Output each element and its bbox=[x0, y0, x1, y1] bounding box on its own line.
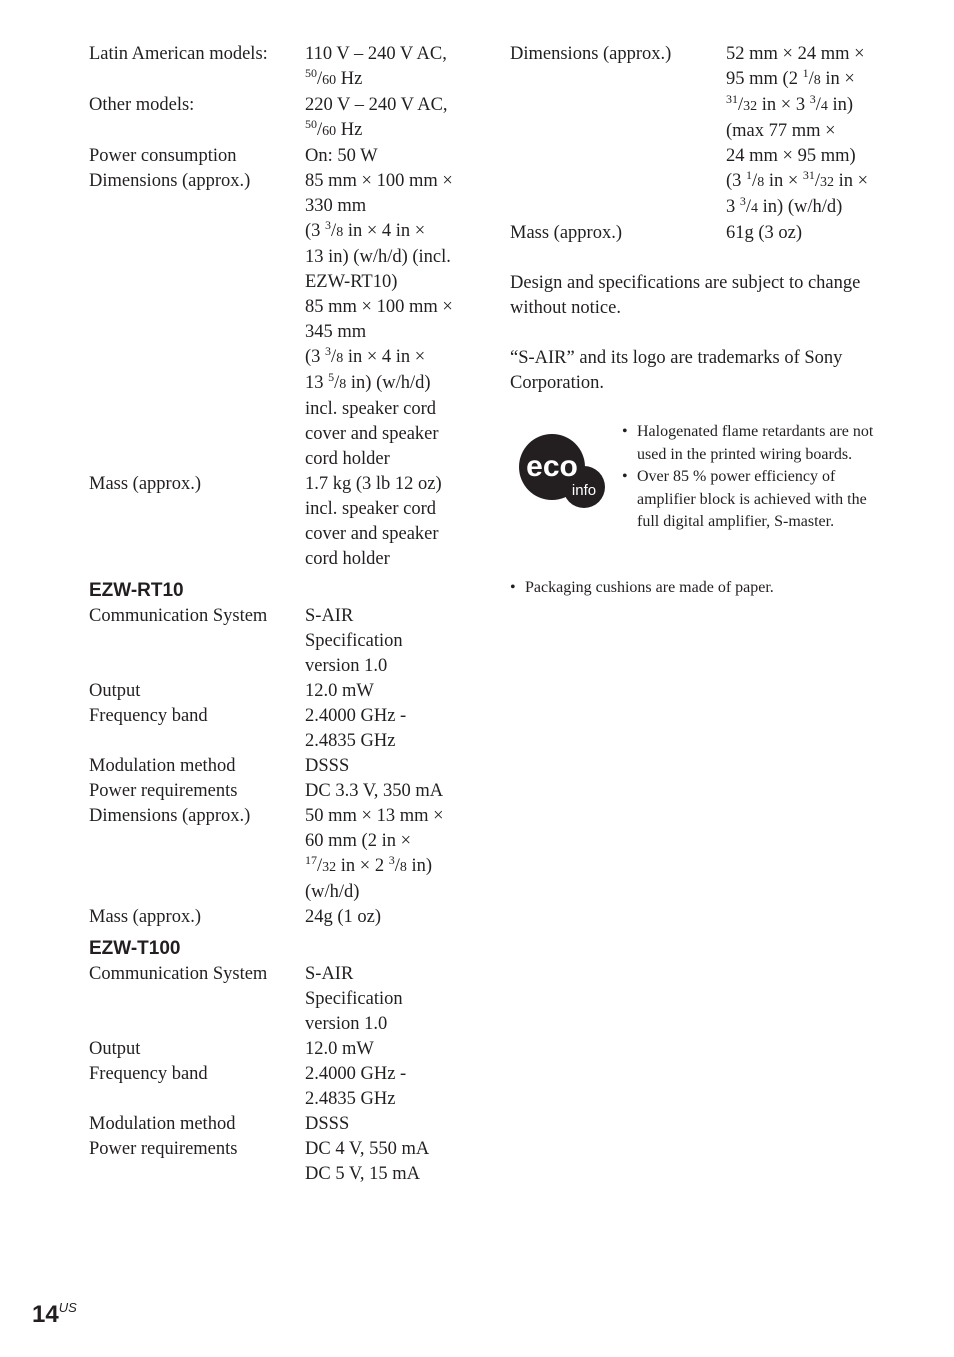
spec-row-dimensions-approx bbox=[89, 169, 479, 472]
spec-value-line: Specification bbox=[305, 989, 403, 1009]
spec-value-line: On: 50 W bbox=[305, 146, 378, 166]
spec-value-line: Specification bbox=[305, 631, 403, 651]
spec-value-line: 85 mm × 100 mm × bbox=[305, 171, 453, 191]
spec-values bbox=[726, 42, 890, 221]
spec-label: Other models: bbox=[89, 95, 195, 115]
eco-bullet-halogen: • Halogenated flame retardants are not used in the printed wiring boards. bbox=[622, 421, 882, 466]
spec-value-line: DSSS bbox=[305, 1114, 350, 1134]
spec-row-communication-system bbox=[89, 604, 479, 679]
eco-info-logo-icon bbox=[518, 433, 606, 513]
eco-bullet-list bbox=[622, 421, 882, 534]
spec-value-line: 13 $^5$/8 in) (w/h/d) bbox=[305, 370, 431, 393]
eco-bullet-packaging: • Packaging cushions are made of paper. bbox=[510, 577, 890, 600]
spec-value-line: 2.4835 GHz bbox=[305, 1089, 396, 1109]
spec-change-notice: Design and specifications are subject to change without notice. bbox=[510, 273, 861, 318]
spec-value-line: DC 4 V, 550 mA bbox=[305, 1139, 430, 1159]
spec-label: Communication System bbox=[89, 964, 268, 984]
spec-value-line: 85 mm × 100 mm × bbox=[305, 297, 453, 317]
model-spec-sections bbox=[89, 578, 479, 1187]
spec-value-line: cord holder bbox=[305, 449, 390, 469]
spec-value-line: $^{17}$/32 in × 2 $^3$/8 in) bbox=[305, 853, 433, 876]
spec-value-line: 12.0 mW bbox=[305, 681, 374, 701]
spec-value-line: S-AIR bbox=[305, 606, 354, 626]
spec-values bbox=[305, 905, 479, 930]
spec-value-line: 50 mm × 13 mm × bbox=[305, 806, 444, 826]
spec-values bbox=[305, 1137, 479, 1187]
spec-label: Communication System bbox=[89, 606, 268, 626]
spec-value-line: S-AIR bbox=[305, 964, 354, 984]
spec-label: Frequency band bbox=[89, 1064, 208, 1084]
spec-label: Output bbox=[89, 1039, 141, 1059]
spec-value-line: incl. speaker cord bbox=[305, 499, 436, 519]
left-column bbox=[89, 42, 479, 1187]
spec-value-line: $^{50}$/60 Hz bbox=[305, 117, 363, 140]
spec-value-line: (3 $^3$/8 in × 4 in × bbox=[305, 218, 426, 241]
spec-value-line: 330 mm bbox=[305, 196, 367, 216]
spec-label: Frequency band bbox=[89, 706, 208, 726]
spec-value-line: 1.7 kg (3 lb 12 oz) bbox=[305, 474, 442, 494]
spec-label: Dimensions (approx.) bbox=[510, 44, 672, 64]
spec-label: Output bbox=[89, 681, 141, 701]
spec-values bbox=[305, 1062, 479, 1112]
right-column bbox=[510, 42, 890, 600]
page-number bbox=[32, 1300, 77, 1329]
spec-values bbox=[305, 1037, 479, 1062]
spec-row-mass-approx bbox=[510, 221, 890, 246]
spec-label: Power requirements bbox=[89, 781, 238, 801]
spec-row-output bbox=[89, 679, 479, 704]
spec-value-line: (3 $^1$/8 in × $^{31}$/32 in × bbox=[726, 168, 869, 191]
spec-value-line: DC 5 V, 15 mA bbox=[305, 1164, 420, 1184]
section-table-ezw-t100 bbox=[89, 962, 479, 1187]
spec-row-dimensions-approx bbox=[510, 42, 890, 221]
remote-spec-table bbox=[510, 42, 890, 246]
section-heading-ezw-rt10: EZW-RT10 bbox=[89, 580, 184, 601]
spec-value-line: 345 mm bbox=[305, 322, 367, 342]
spec-label: Dimensions (approx.) bbox=[89, 171, 251, 191]
spec-values bbox=[305, 144, 479, 169]
spec-value-line: EZW-RT10) bbox=[305, 272, 398, 292]
spec-value-line: (3 $^3$/8 in × 4 in × bbox=[305, 344, 426, 367]
spec-row-frequency-band bbox=[89, 704, 479, 754]
spec-label: Modulation method bbox=[89, 1114, 236, 1134]
spec-values bbox=[305, 42, 479, 93]
spec-value-line: DSSS bbox=[305, 756, 350, 776]
spec-value-line: 2.4000 GHz - bbox=[305, 1064, 407, 1084]
spec-values bbox=[305, 93, 479, 144]
spec-value-line: incl. speaker cord bbox=[305, 399, 436, 419]
spec-label: Mass (approx.) bbox=[89, 474, 202, 494]
spec-value-line: 24g (1 oz) bbox=[305, 907, 382, 927]
section-heading-ezw-t100: EZW-T100 bbox=[89, 938, 181, 959]
general-spec-table bbox=[89, 42, 479, 572]
spec-row-dimensions-approx bbox=[89, 804, 479, 905]
spec-values bbox=[305, 472, 479, 572]
spec-row-communication-system bbox=[89, 962, 479, 1037]
spec-row-mass-approx bbox=[89, 905, 479, 930]
spec-label: Mass (approx.) bbox=[510, 223, 623, 243]
spec-value-line: (w/h/d) bbox=[305, 882, 360, 902]
spec-value-line: 52 mm × 24 mm × bbox=[726, 44, 865, 64]
spec-label: Power consumption bbox=[89, 146, 237, 166]
spec-value-line: cover and speaker bbox=[305, 424, 439, 444]
spec-values bbox=[305, 679, 479, 704]
page-number-value: 14 bbox=[32, 1301, 59, 1328]
spec-value-line: 220 V – 240 V AC, bbox=[305, 95, 448, 115]
spec-row-frequency-band bbox=[89, 1062, 479, 1112]
spec-value-line: DC 3.3 V, 350 mA bbox=[305, 781, 444, 801]
eco-bullet-efficiency: • Over 85 % power efficiency of amplifier block is achieved with the full digital amplifier, S-master. bbox=[622, 466, 882, 534]
trademark-notice: “S-AIR” and its logo are trademarks of Sony Corporation. bbox=[510, 348, 843, 393]
spec-value-line: $^{31}$/32 in × 3 $^3$/4 in) bbox=[726, 92, 854, 115]
spec-row-power-requirements bbox=[89, 1137, 479, 1187]
spec-values bbox=[305, 779, 479, 804]
spec-values bbox=[726, 221, 890, 246]
spec-value-line: cover and speaker bbox=[305, 524, 439, 544]
spec-values bbox=[305, 754, 479, 779]
spec-row-modulation-method bbox=[89, 1112, 479, 1137]
section-table-ezw-rt10 bbox=[89, 604, 479, 930]
spec-values bbox=[305, 704, 479, 754]
spec-label: Modulation method bbox=[89, 756, 236, 776]
spec-value-line: cord holder bbox=[305, 549, 390, 569]
spec-value-line: 3 $^3$/4 in) (w/h/d) bbox=[726, 194, 843, 217]
spec-value-line: 2.4000 GHz - bbox=[305, 706, 407, 726]
spec-value-line: 61g (3 oz) bbox=[726, 223, 803, 243]
spec-value-line: 2.4835 GHz bbox=[305, 731, 396, 751]
spec-row-latin-american-models bbox=[89, 42, 479, 93]
spec-row-power-consumption bbox=[89, 144, 479, 169]
spec-label: Mass (approx.) bbox=[89, 907, 202, 927]
eco-logo-word: eco bbox=[526, 450, 578, 483]
spec-value-line: 13 in) (w/h/d) (incl. bbox=[305, 247, 451, 267]
spec-value-line: 60 mm (2 in × bbox=[305, 831, 412, 851]
spec-value-line: version 1.0 bbox=[305, 656, 388, 676]
spec-row-power-requirements bbox=[89, 779, 479, 804]
spec-value-line: 12.0 mW bbox=[305, 1039, 374, 1059]
spec-label: Latin American models: bbox=[89, 44, 268, 64]
spec-row-output bbox=[89, 1037, 479, 1062]
spec-values bbox=[305, 1112, 479, 1137]
spec-row-mass-approx bbox=[89, 472, 479, 572]
eco-logo-sub: info bbox=[571, 482, 597, 499]
spec-row-other-models bbox=[89, 93, 479, 144]
spec-values bbox=[305, 604, 479, 679]
spec-value-line: $^{50}$/60 Hz bbox=[305, 66, 363, 89]
spec-label: Dimensions (approx.) bbox=[89, 806, 251, 826]
spec-value-line: (max 77 mm × bbox=[726, 121, 836, 141]
page-number-suffix: US bbox=[58, 1300, 77, 1315]
spec-value-line: version 1.0 bbox=[305, 1014, 388, 1034]
spec-value-line: 110 V – 240 V AC, bbox=[305, 44, 447, 64]
spec-values bbox=[305, 804, 479, 905]
spec-value-line: 95 mm (2 $^1$/8 in × bbox=[726, 66, 855, 89]
spec-values bbox=[305, 169, 479, 472]
spec-label: Power requirements bbox=[89, 1139, 238, 1159]
eco-info-block bbox=[510, 421, 890, 576]
spec-value-line: 24 mm × 95 mm) bbox=[726, 146, 856, 166]
spec-row-modulation-method bbox=[89, 754, 479, 779]
spec-values bbox=[305, 962, 479, 1037]
